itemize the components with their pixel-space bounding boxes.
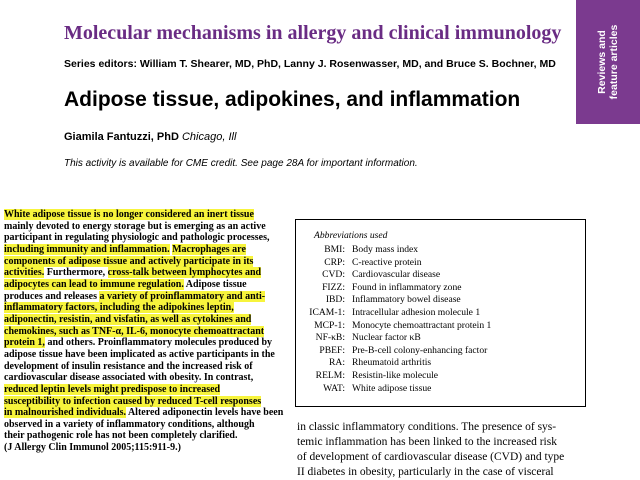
abbreviation-definition: Monocyte chemoattractant protein 1 [352, 319, 492, 331]
abstract-line [4, 326, 284, 338]
body-text [297, 420, 593, 480]
abstract-line [4, 291, 284, 303]
abbreviation-key: FIZZ: [322, 281, 345, 293]
highlighted-text: inflammatory factors, including the adipokines leptin, [4, 302, 234, 314]
abbreviation-key: NF-κB: [315, 332, 345, 344]
abstract-text: Furthermore, [44, 267, 108, 279]
side-tab-line-1: Reviews and [596, 30, 608, 94]
abbreviation-key: RELM: [315, 369, 345, 381]
abbreviation-definition: Inflammatory bowel disease [352, 294, 461, 306]
body-line: temic inflammation has been linked to the increased risk [297, 436, 557, 448]
body-line: II diabetes in obesity, particularly in the case of visceral [297, 466, 554, 478]
abstract-line [4, 407, 284, 419]
abstract-line [4, 267, 284, 279]
article-title: Adipose tissue, adipokines, and inflammation [64, 88, 521, 111]
abbreviation-row [296, 370, 585, 383]
abbreviation-key: BMI: [324, 244, 345, 255]
abbreviation-definition: Pre-B-cell colony-enhancing factor [352, 344, 488, 356]
abstract-line [4, 244, 284, 256]
abbreviation-key: RA: [329, 357, 345, 369]
abbreviation-key: MCP-1: [314, 319, 345, 331]
abbreviations-list [296, 244, 585, 395]
abbreviation-row [296, 383, 585, 396]
abstract-text: participant in regulating physiologic and pathologic processes, [4, 232, 270, 244]
abbreviation-row [296, 307, 585, 320]
abstract-line [4, 349, 284, 361]
abstract-text: Altered adiponectin levels have been [126, 407, 284, 419]
abbreviation-definition: Found in inflammatory zone [352, 281, 462, 293]
abstract-text: mainly devoted to energy storage but is emerging as an active [4, 220, 266, 232]
abstract-line [4, 221, 284, 233]
abbreviation-definition: White adipose tissue [352, 382, 432, 394]
abstract-line [4, 361, 284, 373]
abstract-line [4, 419, 284, 431]
cme-note: This activity is available for CME credit. See page 28A for important information. [64, 158, 418, 169]
highlighted-text: adiponectin, resistin, and visfatin, as well as cytokines and [4, 313, 252, 325]
abbreviation-definition: Rheumatoid arthritis [352, 357, 432, 369]
abbreviation-key: IBD: [325, 294, 345, 306]
abbreviation-row [296, 357, 585, 370]
abbreviation-key: CRP: [324, 256, 345, 268]
abbreviation-definition: C-reactive protein [352, 256, 422, 268]
author-location: Chicago, Ill [181, 131, 237, 143]
abstract-line [4, 232, 284, 244]
abbreviation-definition: Nuclear factor κB [352, 332, 421, 344]
abbreviations-box [295, 219, 586, 407]
abstract-text: adipose tissue have been implicated as active participants in the [4, 348, 275, 360]
abbreviation-definition: Body mass index [352, 244, 419, 255]
abbreviation-row [296, 294, 585, 307]
abstract-line [4, 209, 284, 221]
abbreviation-definition: Resistin-like molecule [352, 369, 439, 381]
body-line: in classic inflammatory conditions. The presence of sys- [297, 421, 557, 433]
abstract-line [4, 279, 284, 291]
abstract-line [4, 372, 284, 384]
highlighted-text: adipocytes can lead to immune regulation. [4, 278, 184, 290]
abstract-line [4, 430, 284, 442]
abstract-line [4, 302, 284, 314]
abbreviation-key: CVD: [322, 269, 345, 281]
side-tab-label [596, 25, 620, 100]
abstract-text: observed in a variety of inflammatory conditions, although [4, 418, 255, 430]
abbreviation-definition: Intracellular adhesion molecule 1 [352, 306, 481, 318]
highlighted-text: activities. [4, 267, 45, 279]
highlighted-text: including immunity and inflammation. [4, 243, 170, 255]
highlighted-text: Macrophages are [172, 243, 246, 255]
abbreviation-definition: Cardiovascular disease [352, 269, 441, 281]
abstract-text: produces and releases [4, 290, 100, 302]
abbreviation-row [296, 345, 585, 358]
abbreviations-heading: Abbreviations used [314, 230, 388, 241]
highlighted-text: reduced leptin levels might predispose to increased [4, 383, 221, 395]
abstract-text: development of insulin resistance and the increased risk of [4, 360, 253, 372]
abstract-text: Adipose tissue [183, 278, 247, 290]
side-tab-line-2: feature articles [608, 24, 620, 100]
abbreviation-row [296, 320, 585, 333]
highlighted-text: a variety of proinflammatory and anti- [99, 290, 266, 302]
body-line: of development of cardiovascular disease (CVD) and type [297, 451, 565, 463]
abstract-line [4, 396, 284, 408]
highlighted-text: components of adipose tissue and actively participate in its [4, 255, 254, 267]
abbreviation-row [296, 244, 585, 257]
highlighted-text: cross-talk between lymphocytes and [107, 267, 262, 279]
abbreviation-row [296, 282, 585, 295]
abstract-line [4, 256, 284, 268]
abbreviation-row [296, 332, 585, 345]
abstract-line [4, 314, 284, 326]
author-name: Giamila Fantuzzi, PhD [64, 131, 179, 143]
abbreviation-row [296, 257, 585, 270]
abstract-line [4, 337, 284, 349]
abstract-text: (J Allergy Clin Immunol 2005;115:911-9.) [4, 442, 181, 454]
highlighted-text: chemokines, such as TNF-α, IL-6, monocyte chemoattractant [4, 325, 265, 337]
highlighted-text: in malnourished individuals. [4, 407, 126, 419]
highlighted-text: White adipose tissue is no longer considered an inert tissue [4, 209, 254, 220]
abbreviation-key: ICAM-1: [309, 306, 345, 318]
abstract-line [4, 384, 284, 396]
section-side-tab [576, 0, 640, 124]
author-line [64, 131, 236, 143]
series-title: Molecular mechanisms in allergy and clinical immunology [64, 22, 562, 44]
series-editors: Series editors: William T. Shearer, MD, PhD, Lanny J. Rosenwasser, MD, and Bruce S. Bochner, MD [64, 58, 556, 70]
abstract [4, 209, 284, 454]
highlighted-text: susceptibility to infection caused by reduced T-cell responses [4, 395, 262, 407]
abstract-text: their pathogenic role has not been completely clarified. [4, 430, 238, 442]
abstract-line [4, 442, 284, 454]
abstract-text: and others. Proinflammatory molecules produced by [44, 337, 273, 349]
abbreviation-key: WAT: [323, 382, 345, 394]
highlighted-text: protein 1, [4, 337, 45, 349]
abstract-text: cardiovascular disease associated with obesity. In contrast, [4, 372, 254, 384]
abbreviation-key: PBEF: [319, 344, 345, 356]
abbreviation-row [296, 269, 585, 282]
